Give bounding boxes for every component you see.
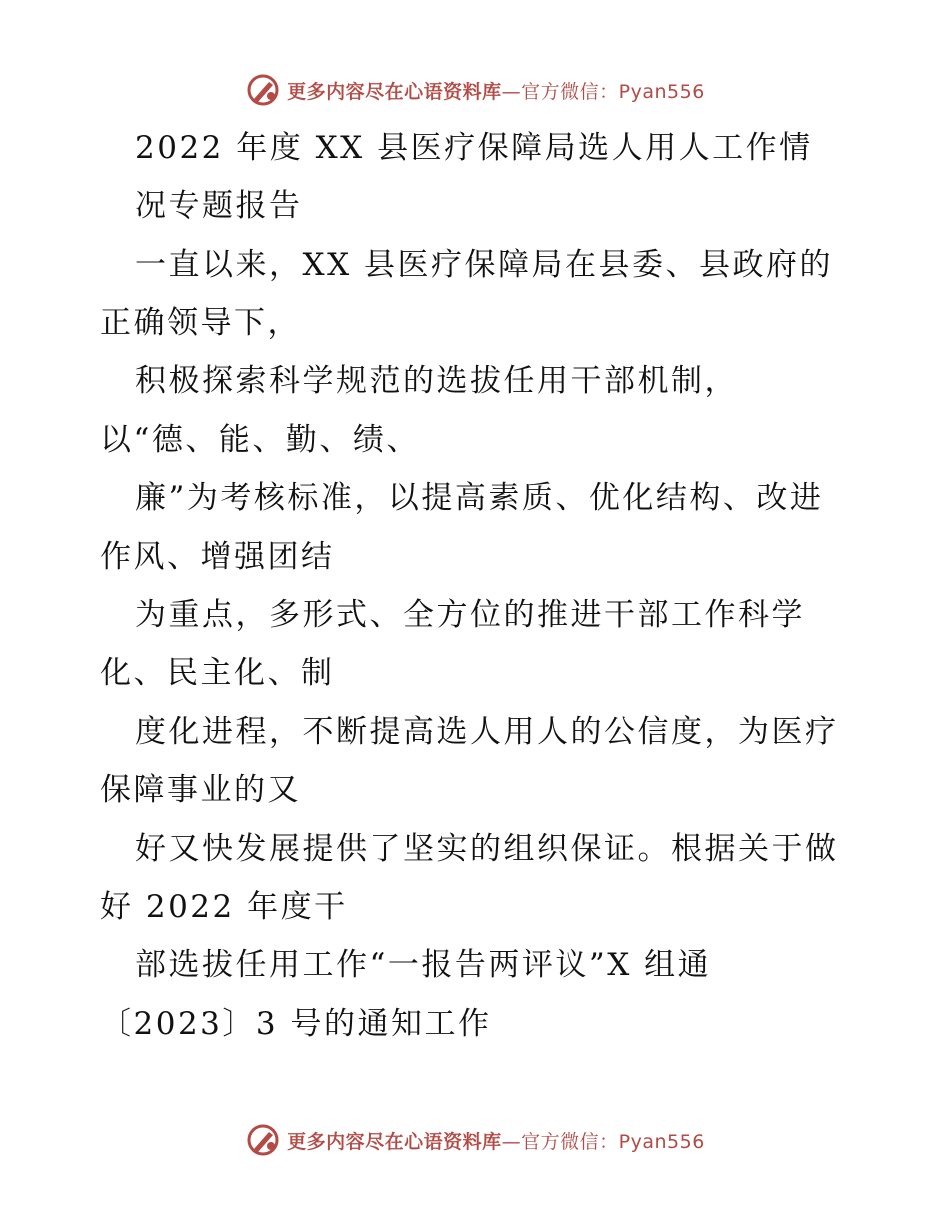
paragraph-line: 好 2022 年度干 (100, 889, 348, 925)
watermark-text: 更多内容尽在心语资料库—官方微信：Pyan556 (287, 80, 705, 103)
document-title-line-2: 况专题报告 (135, 188, 303, 224)
paragraph-line: 以“德、能、勤、绩、 (100, 422, 420, 458)
paragraph-line: 正确领导下， (100, 305, 301, 341)
paragraph-line: 部选拔任用工作“一报告两评议”X 组通 (135, 947, 712, 983)
watermark-text: 更多内容尽在心语资料库—官方微信：Pyan556 (287, 1130, 705, 1153)
paragraph-line: 为重点，多形式、全方位的推进干部工作科学 (135, 597, 805, 633)
paragraph-line: 度化进程，不断提高选人用人的公信度，为医疗 (135, 714, 839, 750)
paragraph-line: 化、民主化、制 (100, 655, 335, 691)
pen-seal-icon (245, 1122, 281, 1158)
paragraph-line: 〔2023〕3 号的通知工作 (100, 1006, 492, 1042)
paragraph-line: 廉”为考核标准，以提高素质、优化结构、改进 (135, 480, 824, 516)
paragraph-line: 保障事业的又 (100, 772, 301, 808)
paragraph-line: 好又快发展提供了坚实的组织保证。根据关于做 (135, 831, 839, 867)
document-title-line-1: 2022 年度 XX 县医疗保障局选人用人工作情 (135, 130, 813, 166)
watermark-footer (0, 1120, 950, 1160)
paragraph-line: 积极探索科学规范的选拔任用干部机制， (135, 363, 738, 399)
paragraph-line: 一直以来，XX 县医疗保障局在县委、县政府的 (135, 247, 833, 283)
paragraph-line: 作风、增强团结 (100, 539, 335, 575)
